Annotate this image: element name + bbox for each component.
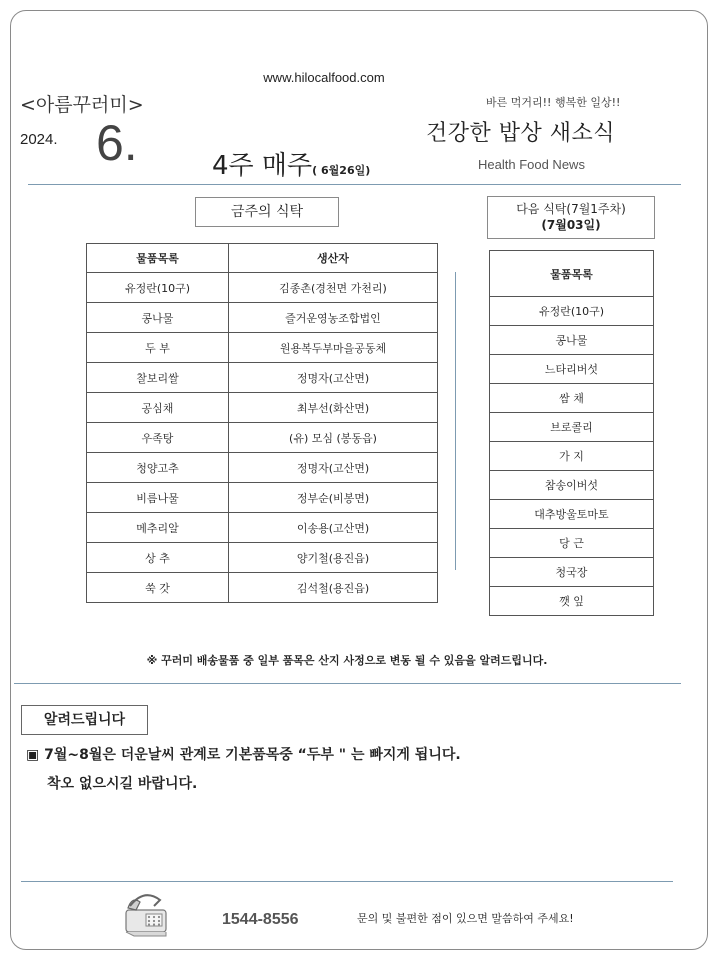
producer-cell: 이송용(고산면)	[229, 513, 438, 543]
table-row	[490, 500, 654, 529]
table-row	[87, 423, 438, 453]
table-row	[87, 363, 438, 393]
next-week-label	[487, 196, 655, 239]
item-cell: 콩나물	[87, 303, 229, 333]
table-row	[87, 543, 438, 573]
next-week-label-line1: 다음 식탁(7월1주차)	[516, 202, 626, 216]
producer-cell: 정부순(비봉면)	[229, 483, 438, 513]
slogan: 바른 먹거리!! 행복한 일상!!	[486, 96, 621, 109]
table-row	[490, 413, 654, 442]
table-row	[490, 529, 654, 558]
table-header-row	[490, 251, 654, 297]
table-row	[490, 558, 654, 587]
table-row	[87, 483, 438, 513]
item-cell: 비름나물	[87, 483, 229, 513]
table-row	[87, 393, 438, 423]
website-url[interactable]: www.hilocalfood.com	[263, 70, 385, 85]
subheadline: Health Food News	[478, 157, 585, 172]
item-cell: 우족탕	[87, 423, 229, 453]
table-row	[490, 587, 654, 616]
this-week-table	[86, 243, 438, 603]
this-week-label: 금주의 식탁	[195, 197, 339, 227]
contact-text: 문의 및 불편한 점이 있으면 말씀하여 주세요!	[357, 912, 574, 925]
table-row	[87, 513, 438, 543]
producer-cell: 김종촌(경천면 가천리)	[229, 273, 438, 303]
item-cell: 상 추	[87, 543, 229, 573]
item-cell: 청국장	[490, 558, 654, 587]
producer-cell: 즐거운영농조합법인	[229, 303, 438, 333]
column-header-item: 물품목록	[87, 244, 229, 273]
headline: 건강한 밥상 새소식	[426, 121, 616, 146]
column-header-producer: 생산자	[229, 244, 438, 273]
table-row	[490, 442, 654, 471]
table-row	[490, 326, 654, 355]
producer-cell: (유) 모심 (봉동읍)	[229, 423, 438, 453]
issue-month: 6.	[96, 115, 138, 171]
producer-cell: 김석철(용진읍)	[229, 573, 438, 603]
table-row	[490, 355, 654, 384]
header-divider	[28, 184, 681, 185]
item-cell: 공심채	[87, 393, 229, 423]
table-row	[87, 273, 438, 303]
item-cell: 찰보리쌀	[87, 363, 229, 393]
table-row	[87, 453, 438, 483]
item-cell: 대추방울토마토	[490, 500, 654, 529]
table-row	[87, 333, 438, 363]
phone-number[interactable]: 1544-8556	[222, 911, 299, 928]
telephone-icon	[124, 886, 170, 938]
item-cell: 두 부	[87, 333, 229, 363]
item-cell: 참송이버섯	[490, 471, 654, 500]
table-row	[490, 297, 654, 326]
alert-line-1: ▣ 7월~8월은 더운날씨 관계로 기본품목중 “두부 " 는 빠지게 됩니다.	[26, 747, 461, 763]
producer-cell: 원용복두부마을공동체	[229, 333, 438, 363]
column-divider	[455, 272, 456, 570]
item-cell: 콩나물	[490, 326, 654, 355]
item-cell: 쑥 갓	[87, 573, 229, 603]
item-cell: 느타리버섯	[490, 355, 654, 384]
issue-year: 2024.	[20, 131, 58, 148]
item-cell: 청양고추	[87, 453, 229, 483]
table-row	[490, 471, 654, 500]
issue-week	[212, 145, 370, 182]
producer-cell: 양기철(용진읍)	[229, 543, 438, 573]
notice-divider	[14, 683, 681, 684]
footer-divider	[21, 881, 673, 882]
week-date: ( 6월26일)	[312, 164, 371, 177]
table-row	[87, 303, 438, 333]
brand-name: <아름꾸러미>	[20, 94, 144, 116]
item-cell: 유정란(10구)	[490, 297, 654, 326]
table-row	[490, 384, 654, 413]
producer-cell: 정명자(고산면)	[229, 363, 438, 393]
supply-notice: ※ 꾸러미 배송물품 중 일부 품목은 산지 사정으로 변동 될 수 있음을 알려드립니다.	[146, 654, 548, 667]
table-header-row	[87, 244, 438, 273]
item-cell: 쌈 채	[490, 384, 654, 413]
producer-cell: 최부선(화산면)	[229, 393, 438, 423]
item-cell: 브로콜리	[490, 413, 654, 442]
item-cell: 메추리알	[87, 513, 229, 543]
producer-cell: 정명자(고산면)	[229, 453, 438, 483]
table-row	[87, 573, 438, 603]
item-cell: 가 지	[490, 442, 654, 471]
item-cell: 유정란(10구)	[87, 273, 229, 303]
next-week-label-line2: (7월03일)	[541, 218, 601, 232]
week-label: 4주 매주	[212, 151, 313, 181]
next-week-table	[489, 250, 654, 616]
item-cell: 깻 잎	[490, 587, 654, 616]
column-header-item: 물품목록	[490, 251, 654, 297]
alert-line-2: 착오 없으시길 바랍니다.	[47, 776, 198, 792]
item-cell: 당 근	[490, 529, 654, 558]
alert-title: 알려드립니다	[21, 705, 148, 735]
